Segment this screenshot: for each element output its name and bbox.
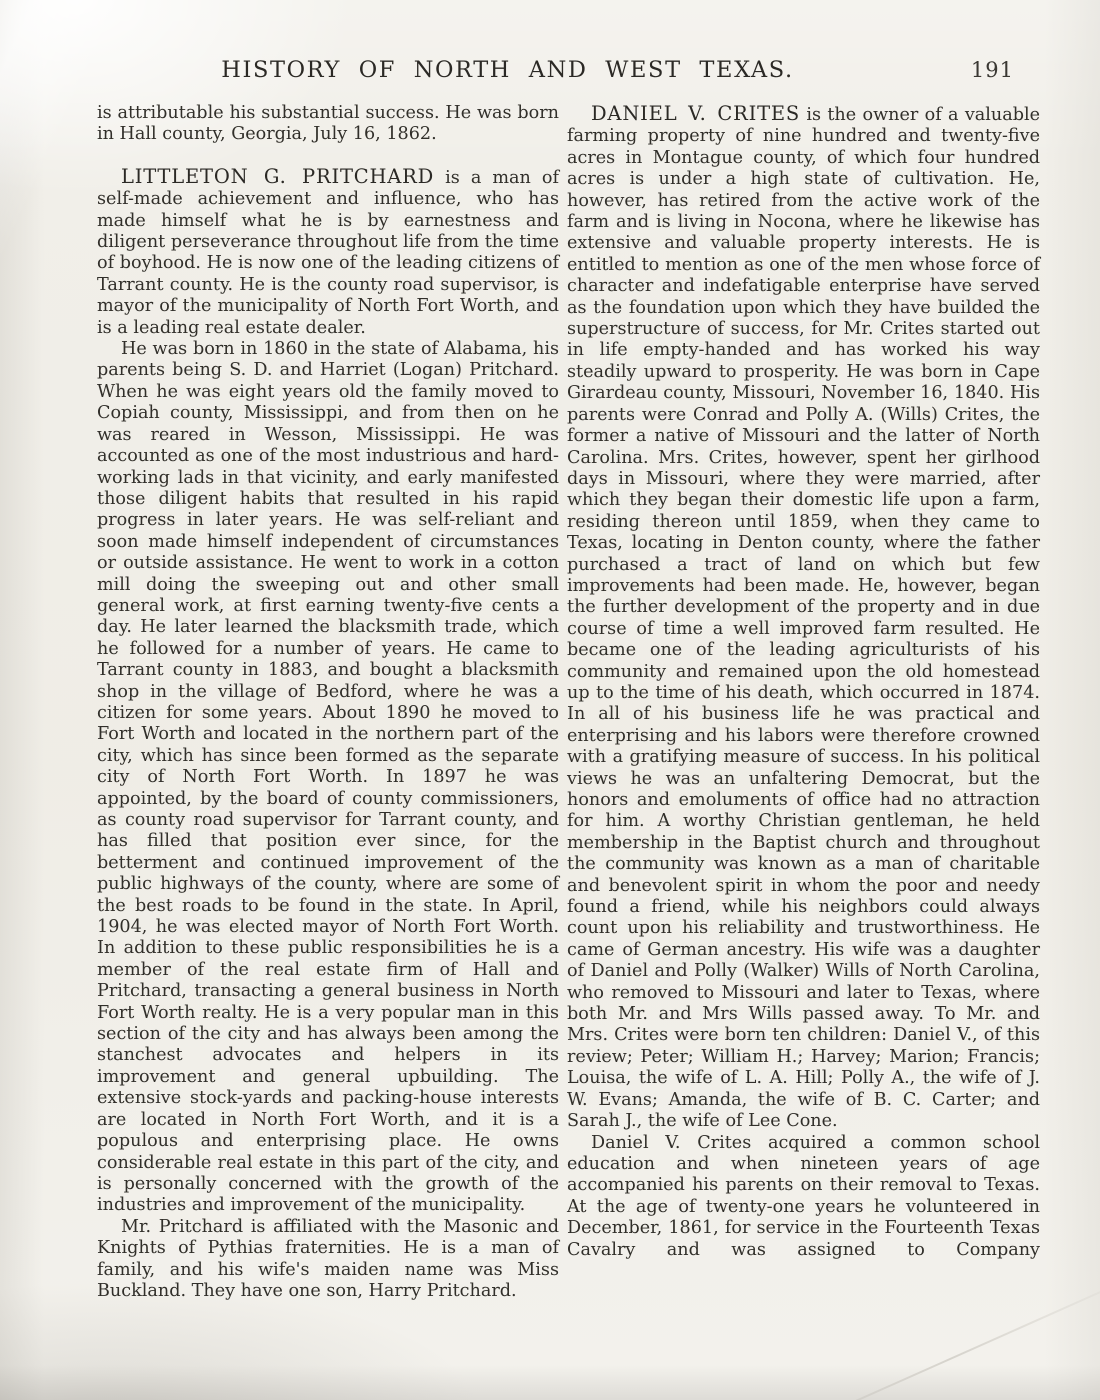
paragraph	[567, 1133, 1040, 1261]
left-column	[97, 103, 559, 1302]
paragraph-text: Daniel V. Crites acquired a common school education and when nineteen years of age accompanied his parents on their removal to Texas. At the age of twenty-one years he volunteered in December, 1861, for service in the Fourteenth Texas Cavalry and was assigned to Company	[567, 1132, 1040, 1260]
entry-name: DANIEL V. CRITES	[591, 102, 801, 125]
paragraph	[97, 1217, 559, 1303]
paragraph-text: is the owner of a valuable farming property of nine hundred and twenty-five acres in Montague county, of which four hundred acres is under a high state of cultivation. He, however, has retired from the active work of the farm and is living in Nocona, where he likewise has extensive and valuable property interests. He is entitled to mention as one of the men whose force of character and indefatigable enterprise have served as the foundation upon which they have builded the superstructure of success, for Mr. Crites started out in life empty-handed and has worked his way steadily upward to prosperity. He was born in Cape Girardeau county, Missouri, November 16, 1840. His parents were Conrad and Polly A. (Wills) Crites, the former a native of Missouri and the latter of North Carolina. Mrs. Crites, however, spent her girlhood days in Missouri, where they were married, after which they began their domestic life upon a farm, residing thereon until 1859, when they came to Texas, locating in Denton county, where the father purchased a tract of land on which but few improvements had been made. He, however, began the further development of the property and in due course of time a well improved farm resulted. He became one of the leading agriculturists of his community and remained upon the old homestead up to the time of his death, which occurred in 1874. In all of his business life he was practical and enterprising and his labors were therefore crowned with a gratifying measure of success. In his political views he was an unfaltering Democrat, but the honors and emoluments of office had no attraction for him. A worthy Christian gentleman, he held membership in the Baptist church and throughout the community was known as a man of charitable and benevolent spirit in whom the poor and needy found a friend, while his neighbors could always count upon his reliability and trustworthiness. He came of German ancestry. His wife was a daughter of Daniel and Polly (Walker) Wills of North Carolina, who removed to Missouri and later to Texas, where both Mr. and Mrs Wills passed away. To Mr. and Mrs. Crites were born ten children: Daniel V., of this review; Peter; William H.; Harvey; Marion; Francis; Louisa, the wife of L. A. Hill; Polly A., the wife of J. W. Evans; Amanda, the wife of B. C. Carter; and Sarah J., the wife of Lee Cone.	[567, 105, 1040, 1132]
paragraph-text: Mr. Pritchard is affiliated with the Masonic and Knights of Pythias fraternities. He is a man of family, and his wife's maiden name was Miss Buckland. They have one son, Harry Pritchard.	[97, 1216, 559, 1301]
paragraph	[97, 166, 559, 339]
paragraph	[97, 339, 559, 1217]
paper-crease	[758, 1273, 1100, 1400]
entry-name: LITTLETON G. PRITCHARD	[121, 164, 435, 188]
right-column	[567, 103, 1040, 1261]
running-title: HISTORY OF NORTH AND WEST TEXAS.	[221, 57, 794, 83]
paragraph-text: He was born in 1860 in the state of Alabama, his parents being S. D. and Harriet (Logan) Pritchard. When he was eight years old the family moved to Copiah county, Mississippi, and from then on he was reared in Wesson, Mississippi. He was accounted as one of the most industrious and hard-working lads in that vicinity, and early manifested those diligent habits that resulted in his rapid progress in later years. He was self-reliant and soon made himself independent of circumstances or outside assistance. He went to work in a cotton mill doing the sweeping out and other small general work, at first earning twenty-five cents a day. He later learned the blacksmith trade, which he followed for a number of years. He came to Tarrant county in 1883, and bought a blacksmith shop in the village of Bedford, where he was a citizen for some years. About 1890 he moved to Fort Worth and located in the northern part of the city, which has since been formed as the separate city of North Fort Worth. In 1897 he was appointed, by the board of county commissioners, as county road supervisor for Tarrant county, and has filled that position ever since, for the betterment and continued improvement of the public highways of the county, where are some of the best roads to be found in the state. In April, 1904, he was elected mayor of North Fort Worth. In addition to these public responsibilities he is a member of the real estate firm of Hall and Pritchard, transacting a general business in North Fort Worth realty. He is a very popular man in this section of the city and has always been among the stanchest advocates and helpers in its improvement and general upbuilding. The extensive stock-yards and packing-house interests are located in North Fort Worth, and it is a populous and enterprising place. He owns considerable real estate in this part of the city, and is personally concerned with the growth of the industries and improvement of the municipality.	[97, 339, 559, 1216]
paragraph	[97, 103, 559, 146]
paragraph	[567, 103, 1040, 1133]
page-number: 191	[970, 58, 1014, 82]
paragraph-text: is a man of self-made achievement and influence, who has made himself what he is by earnestness and diligent perseverance throughout life from the time of boyhood. He is now one of the leading citizens of Tarrant county. He is the county road supervisor, is mayor of the municipality of North Fort Worth, and is a leading real estate dealer.	[97, 167, 559, 338]
paragraph-text: is attributable his substantial success. He was born in Hall county, Georgia, July 16, 1862.	[97, 103, 559, 145]
